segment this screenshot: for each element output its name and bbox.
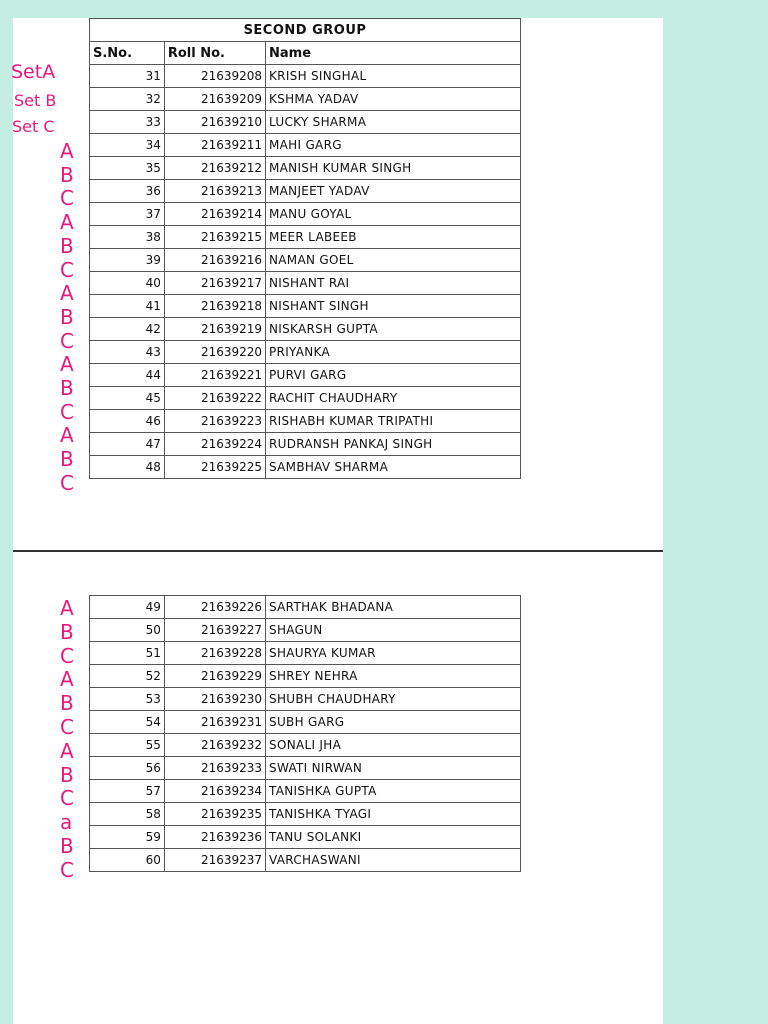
- page-divider: [13, 550, 663, 552]
- table-row: [90, 826, 521, 849]
- roll-no-cell: 21639230: [164, 688, 265, 711]
- table-row: [90, 757, 521, 780]
- name-cell: SAMBHAV SHARMA: [266, 456, 521, 479]
- table-row: [90, 642, 521, 665]
- name-cell: SHUBH CHAUDHARY: [266, 688, 521, 711]
- sno-cell: 32: [90, 88, 165, 111]
- name-cell: VARCHASWANI: [266, 849, 521, 872]
- sno-cell: 48: [90, 456, 165, 479]
- handwritten-set-mark: C: [60, 643, 74, 668]
- sno-cell: 44: [90, 364, 165, 387]
- handwritten-set-mark: C: [60, 257, 74, 282]
- handwritten-set-a-label: SetA: [11, 61, 56, 83]
- roll-no-cell: 21639214: [164, 203, 265, 226]
- sno-cell: 60: [90, 849, 165, 872]
- sno-cell: 43: [90, 341, 165, 364]
- student-table-second: [89, 595, 521, 872]
- name-cell: KSHMA YADAV: [266, 88, 521, 111]
- table-row: [90, 226, 521, 249]
- name-cell: NISKARSH GUPTA: [266, 318, 521, 341]
- sno-cell: 31: [90, 65, 165, 88]
- name-cell: SONALI JHA: [266, 734, 521, 757]
- name-cell: MEER LABEEB: [266, 226, 521, 249]
- handwritten-set-c-label: Set C: [12, 117, 55, 136]
- table-row: [90, 387, 521, 410]
- table-row: [90, 849, 521, 872]
- roll-no-cell: 21639223: [164, 410, 265, 433]
- sno-cell: 41: [90, 295, 165, 318]
- roll-no-cell: 21639234: [164, 780, 265, 803]
- name-cell: RISHABH KUMAR TRIPATHI: [266, 410, 521, 433]
- name-cell: RUDRANSH PANKAJ SINGH: [266, 433, 521, 456]
- sno-cell: 53: [90, 688, 165, 711]
- sno-cell: 57: [90, 780, 165, 803]
- handwritten-set-mark: C: [60, 399, 74, 424]
- name-cell: RACHIT CHAUDHARY: [266, 387, 521, 410]
- table-row: [90, 665, 521, 688]
- sno-cell: 37: [90, 203, 165, 226]
- handwritten-set-mark: B: [60, 691, 74, 716]
- name-cell: SHAURYA KUMAR: [266, 642, 521, 665]
- header-name: Name: [266, 42, 521, 65]
- roll-no-cell: 21639213: [164, 180, 265, 203]
- sno-cell: 51: [90, 642, 165, 665]
- table-row: [90, 780, 521, 803]
- sno-cell: 46: [90, 410, 165, 433]
- roll-no-cell: 21639220: [164, 341, 265, 364]
- roll-no-cell: 21639215: [164, 226, 265, 249]
- table-row: [90, 688, 521, 711]
- handwritten-set-mark: B: [60, 162, 74, 187]
- roll-no-cell: 21639222: [164, 387, 265, 410]
- table-row: [90, 803, 521, 826]
- table-row: [90, 364, 521, 387]
- handwritten-set-mark: A: [60, 210, 74, 235]
- handwritten-set-mark: B: [60, 834, 74, 858]
- handwritten-set-mark: C: [60, 786, 74, 811]
- name-cell: MANU GOYAL: [266, 203, 521, 226]
- handwritten-set-mark: A: [60, 667, 74, 692]
- name-cell: NAMAN GOEL: [266, 249, 521, 272]
- table-row: [90, 295, 521, 318]
- table-row: [90, 734, 521, 757]
- sno-cell: 55: [90, 734, 165, 757]
- handwritten-set-mark: B: [60, 304, 74, 329]
- handwritten-set-mark: A: [60, 281, 74, 306]
- handwritten-set-mark: A: [60, 596, 74, 620]
- sno-cell: 58: [90, 803, 165, 826]
- roll-no-cell: 21639229: [164, 665, 265, 688]
- name-cell: SHAGUN: [266, 619, 521, 642]
- roll-no-cell: 21639237: [164, 849, 265, 872]
- name-cell: MANJEET YADAV: [266, 180, 521, 203]
- roll-no-cell: 21639212: [164, 157, 265, 180]
- header-roll-no: Roll No.: [164, 42, 265, 65]
- table-title: SECOND GROUP: [90, 19, 521, 42]
- roll-no-cell: 21639226: [164, 596, 265, 619]
- name-cell: PRIYANKA: [266, 341, 521, 364]
- roll-no-cell: 21639233: [164, 757, 265, 780]
- name-cell: TANU SOLANKI: [266, 826, 521, 849]
- name-cell: NISHANT RAI: [266, 272, 521, 295]
- handwritten-set-b-label: Set B: [14, 91, 57, 110]
- table-row: [90, 456, 521, 479]
- roll-no-cell: 21639232: [164, 734, 265, 757]
- handwritten-set-mark: A: [60, 352, 74, 377]
- table-row: [90, 180, 521, 203]
- name-cell: MAHI GARG: [266, 134, 521, 157]
- handwritten-set-mark: B: [60, 619, 74, 644]
- sno-cell: 33: [90, 111, 165, 134]
- handwritten-set-mark: A: [60, 738, 74, 763]
- table-row: [90, 711, 521, 734]
- sno-cell: 59: [90, 826, 165, 849]
- handwritten-set-mark: B: [60, 447, 74, 472]
- name-cell: TANISHKA GUPTA: [266, 780, 521, 803]
- roll-no-cell: 21639208: [164, 65, 265, 88]
- handwritten-set-mark: C: [60, 857, 74, 882]
- handwritten-set-mark: B: [60, 233, 74, 258]
- sno-cell: 52: [90, 665, 165, 688]
- roll-no-cell: 21639224: [164, 433, 265, 456]
- table-row: [90, 157, 521, 180]
- roll-no-cell: 21639228: [164, 642, 265, 665]
- sno-cell: 38: [90, 226, 165, 249]
- table-row: [90, 65, 521, 88]
- table-row: [90, 341, 521, 364]
- handwritten-set-mark: B: [60, 762, 74, 787]
- table-row: [90, 596, 521, 619]
- roll-no-cell: 21639235: [164, 803, 265, 826]
- name-cell: SWATI NIRWAN: [266, 757, 521, 780]
- table-row: [90, 134, 521, 157]
- name-cell: TANISHKA TYAGI: [266, 803, 521, 826]
- table-row: [90, 88, 521, 111]
- roll-no-cell: 21639217: [164, 272, 265, 295]
- handwritten-set-mark: C: [60, 328, 74, 353]
- roll-no-cell: 21639236: [164, 826, 265, 849]
- table-row: [90, 433, 521, 456]
- table-row: [90, 203, 521, 226]
- table-row: [90, 272, 521, 295]
- roll-no-cell: 21639221: [164, 364, 265, 387]
- sno-cell: 49: [90, 596, 165, 619]
- sno-cell: 47: [90, 433, 165, 456]
- name-cell: SHREY NEHRA: [266, 665, 521, 688]
- roll-no-cell: 21639227: [164, 619, 265, 642]
- handwritten-set-mark: A: [60, 139, 74, 163]
- sno-cell: 34: [90, 134, 165, 157]
- roll-no-cell: 21639216: [164, 249, 265, 272]
- roll-no-cell: 21639231: [164, 711, 265, 734]
- sno-cell: 35: [90, 157, 165, 180]
- name-cell: LUCKY SHARMA: [266, 111, 521, 134]
- table-row: [90, 249, 521, 272]
- name-cell: PURVI GARG: [266, 364, 521, 387]
- handwritten-set-mark: A: [60, 423, 74, 448]
- handwritten-set-mark: C: [60, 186, 74, 211]
- roll-no-cell: 21639225: [164, 456, 265, 479]
- header-sno: S.No.: [90, 42, 165, 65]
- roll-no-cell: 21639209: [164, 88, 265, 111]
- handwritten-set-mark: B: [60, 376, 74, 400]
- sno-cell: 36: [90, 180, 165, 203]
- name-cell: MANISH KUMAR SINGH: [266, 157, 521, 180]
- table-row: [90, 111, 521, 134]
- name-cell: SUBH GARG: [266, 711, 521, 734]
- sno-cell: 45: [90, 387, 165, 410]
- name-cell: SARTHAK BHADANA: [266, 596, 521, 619]
- sno-cell: 39: [90, 249, 165, 272]
- name-cell: NISHANT SINGH: [266, 295, 521, 318]
- table-row: [90, 410, 521, 433]
- roll-no-cell: 21639210: [164, 111, 265, 134]
- handwritten-set-mark: a: [60, 810, 73, 835]
- table-row: [90, 619, 521, 642]
- sno-cell: 54: [90, 711, 165, 734]
- sno-cell: 50: [90, 619, 165, 642]
- sno-cell: 40: [90, 272, 165, 295]
- roll-no-cell: 21639211: [164, 134, 265, 157]
- name-cell: KRISH SINGHAL: [266, 65, 521, 88]
- student-table-first: [89, 18, 521, 479]
- handwritten-set-mark: C: [60, 470, 74, 495]
- sno-cell: 42: [90, 318, 165, 341]
- table-row: [90, 318, 521, 341]
- handwritten-set-mark: C: [60, 715, 74, 739]
- roll-no-cell: 21639219: [164, 318, 265, 341]
- roll-no-cell: 21639218: [164, 295, 265, 318]
- sno-cell: 56: [90, 757, 165, 780]
